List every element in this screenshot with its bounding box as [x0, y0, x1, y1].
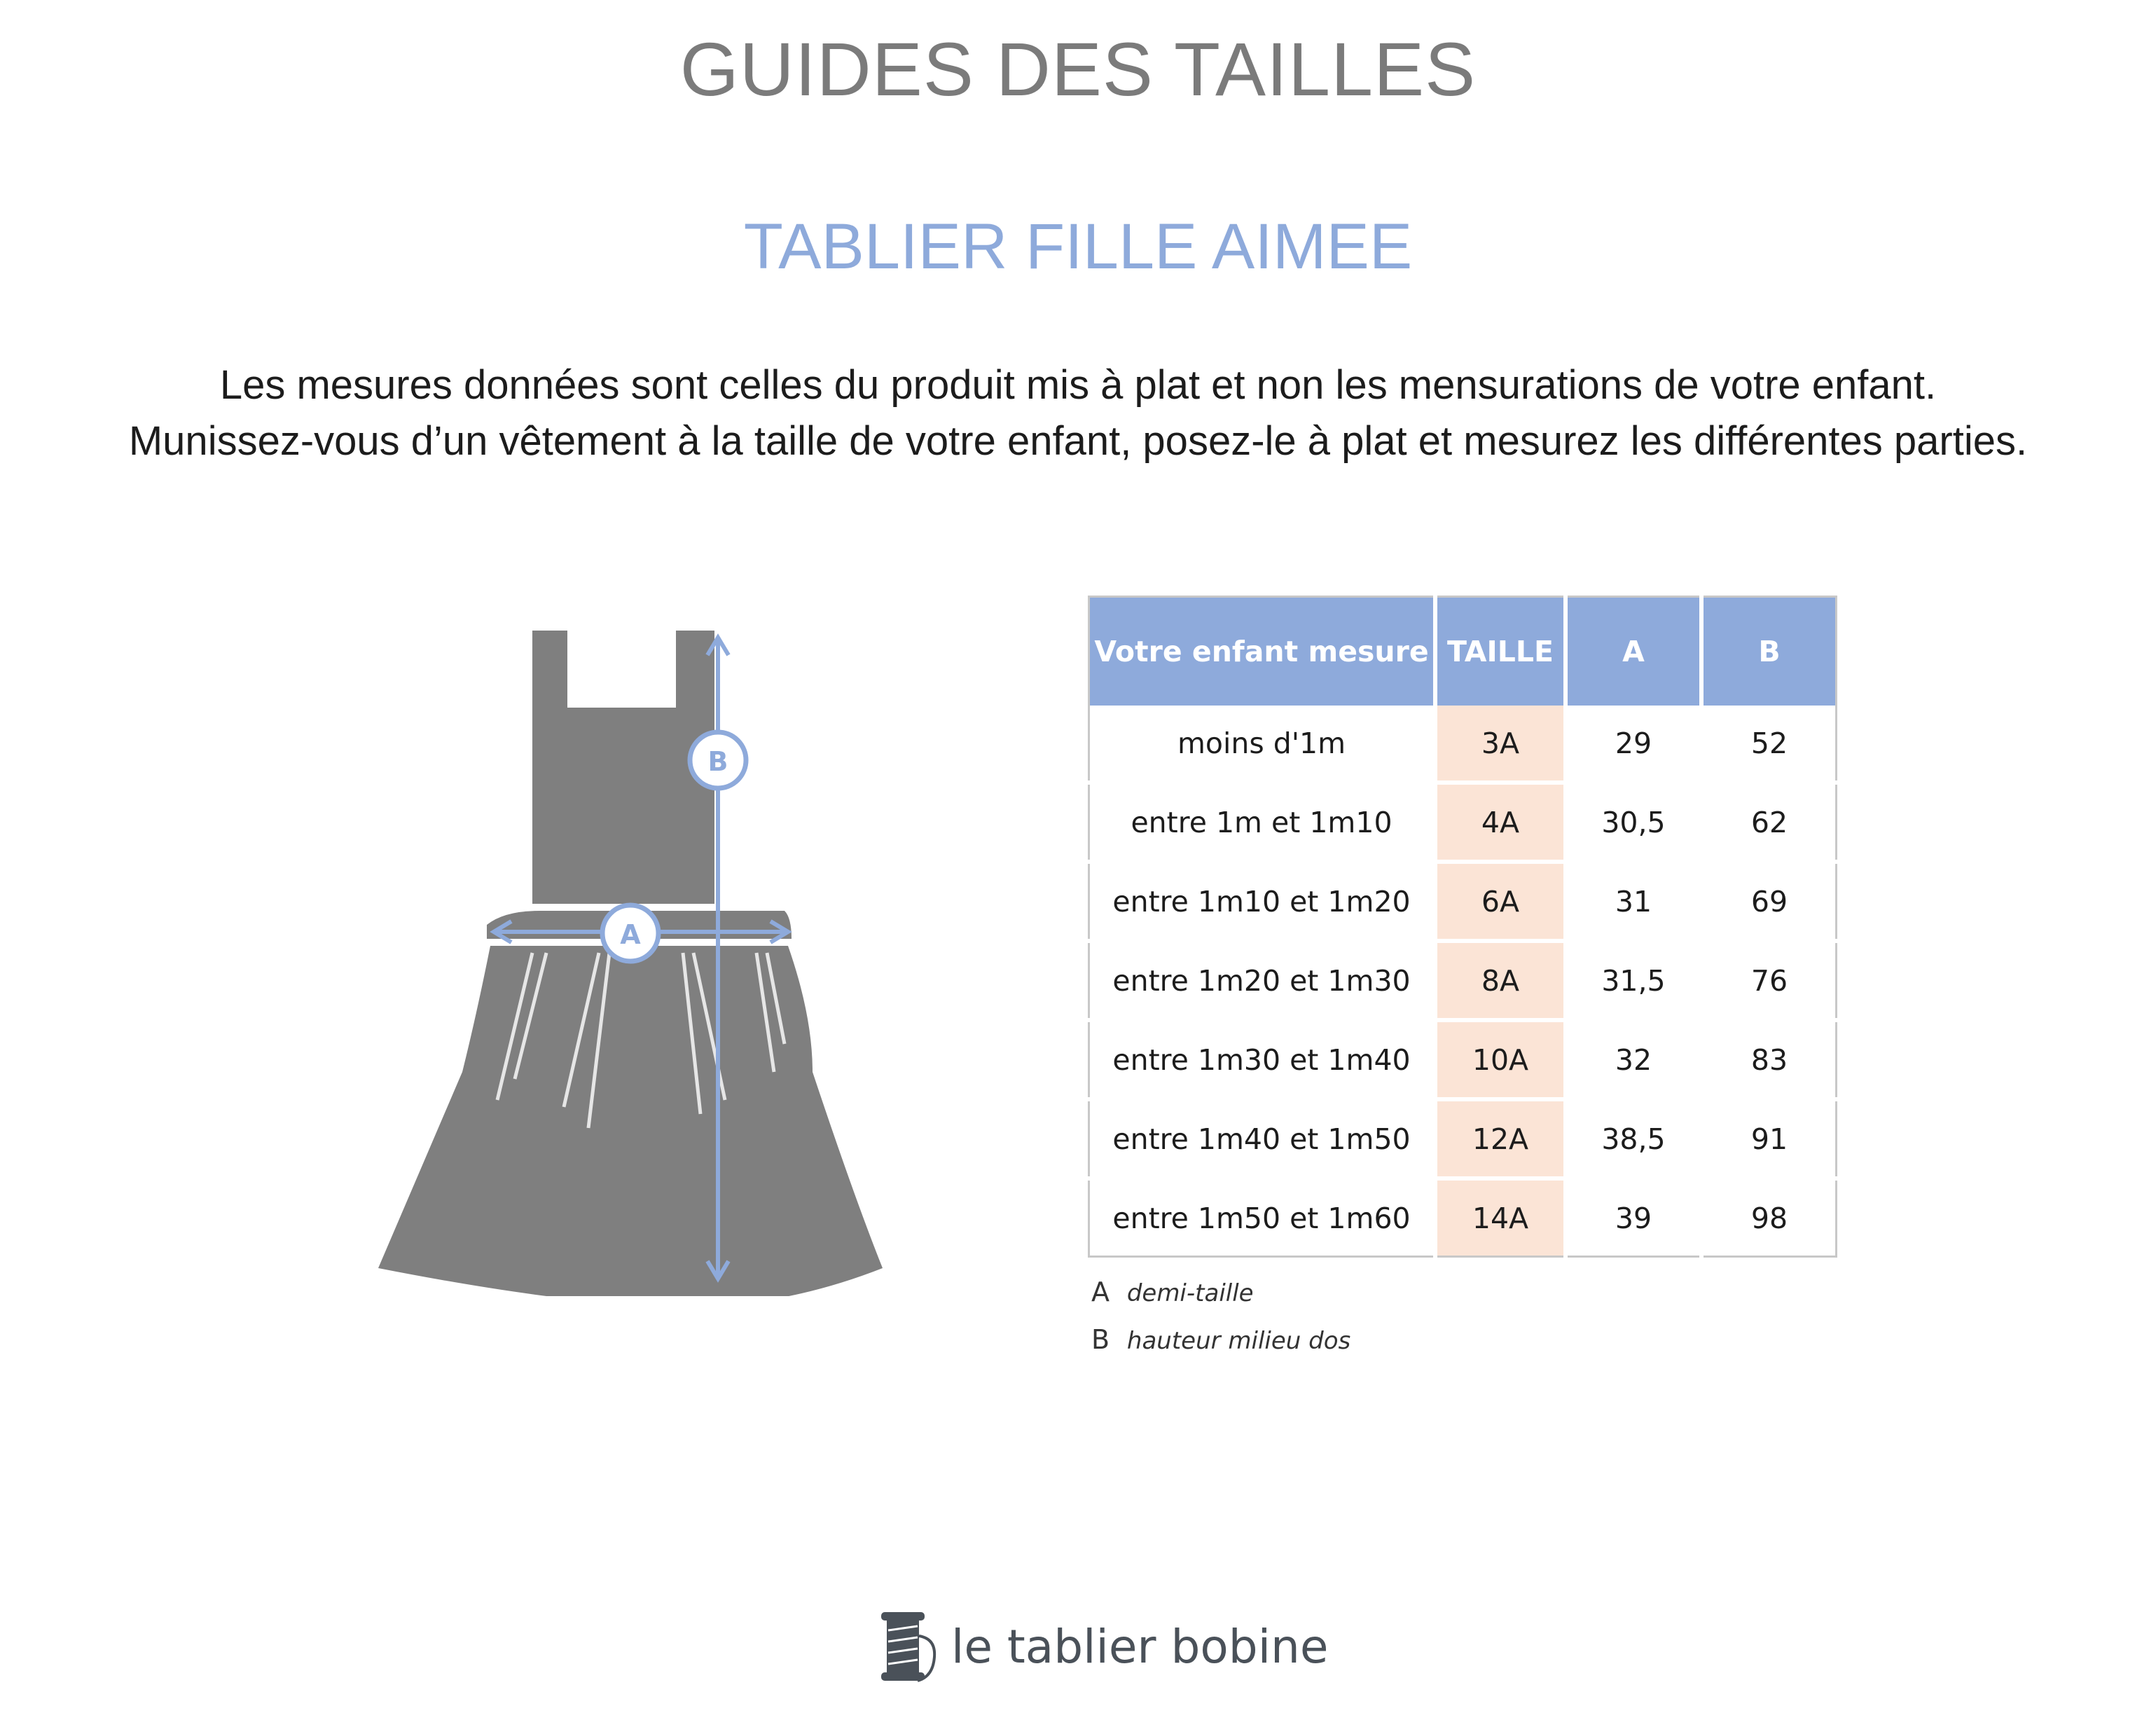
cell-a: 30,5	[1566, 783, 1701, 862]
cell-enfant: entre 1m40 et 1m50	[1089, 1099, 1436, 1178]
intro-line-1: Les mesures données sont celles du produit mis à plat et non les mensurations de votre enfant.	[219, 362, 1937, 408]
cell-a: 31	[1566, 862, 1701, 941]
cell-b: 98	[1701, 1178, 1837, 1257]
cell-taille: 10A	[1435, 1020, 1566, 1099]
intro-line-2: Munissez-vous d’un vêtement à la taille de votre enfant, posez-le à plat et mesurez les différentes parties.	[128, 418, 2028, 464]
table-row	[1089, 783, 1837, 862]
cell-taille: 12A	[1435, 1099, 1566, 1178]
cell-enfant: entre 1m30 et 1m40	[1089, 1020, 1436, 1099]
apron-diagram	[364, 624, 911, 1296]
cell-taille: 4A	[1435, 783, 1566, 862]
cell-enfant: entre 1m10 et 1m20	[1089, 862, 1436, 941]
cell-taille: 8A	[1435, 941, 1566, 1020]
header-taille: TAILLE	[1435, 597, 1566, 706]
cell-a: 29	[1566, 706, 1701, 783]
legend-label: hauteur milieu dos	[1126, 1327, 1351, 1355]
cell-taille: 3A	[1435, 706, 1566, 783]
cell-b: 91	[1701, 1099, 1837, 1178]
apron-bib	[532, 631, 714, 904]
legend-item-b	[1091, 1316, 1350, 1363]
header-enfant: Votre enfant mesure	[1089, 597, 1436, 706]
legend-item-a	[1091, 1268, 1350, 1316]
apron-skirt	[378, 946, 883, 1296]
marker-a-label: A	[620, 919, 641, 950]
marker-b	[690, 732, 746, 788]
cell-b: 52	[1701, 706, 1837, 783]
cell-a: 39	[1566, 1178, 1701, 1257]
table-row	[1089, 1178, 1837, 1257]
legend-key: B	[1091, 1324, 1110, 1355]
brand-name: le tablier bobine	[951, 1619, 1329, 1674]
product-title: TABLIER FILLE AIMEE	[743, 211, 1413, 282]
table-row	[1089, 706, 1837, 783]
table-header-row	[1089, 597, 1837, 706]
header-b: B	[1701, 597, 1837, 706]
table-row	[1089, 862, 1837, 941]
cell-b: 76	[1701, 941, 1837, 1020]
cell-b: 69	[1701, 862, 1837, 941]
cell-a: 32	[1566, 1020, 1701, 1099]
marker-b-label: B	[707, 746, 728, 777]
header-a: A	[1566, 597, 1701, 706]
legend-key: A	[1091, 1277, 1110, 1307]
marker-a	[602, 905, 658, 961]
legend-label: demi-taille	[1126, 1279, 1254, 1307]
cell-b: 62	[1701, 783, 1837, 862]
page-title: GUIDES DES TAILLES	[679, 27, 1477, 111]
table-row	[1089, 1099, 1837, 1178]
cell-enfant: entre 1m et 1m10	[1089, 783, 1436, 862]
spool-icon	[876, 1608, 939, 1685]
intro-text	[0, 357, 2156, 469]
cell-enfant: moins d'1m	[1089, 706, 1436, 783]
cell-taille: 14A	[1435, 1178, 1566, 1257]
cell-taille: 6A	[1435, 862, 1566, 941]
cell-a: 31,5	[1566, 941, 1701, 1020]
table-row	[1089, 941, 1837, 1020]
brand-logo	[876, 1604, 1328, 1688]
table-row	[1089, 1020, 1837, 1099]
cell-enfant: entre 1m20 et 1m30	[1089, 941, 1436, 1020]
cell-a: 38,5	[1566, 1099, 1701, 1178]
size-table	[1088, 596, 1837, 1258]
legend	[1091, 1268, 1350, 1363]
cell-enfant: entre 1m50 et 1m60	[1089, 1178, 1436, 1257]
cell-b: 83	[1701, 1020, 1837, 1099]
